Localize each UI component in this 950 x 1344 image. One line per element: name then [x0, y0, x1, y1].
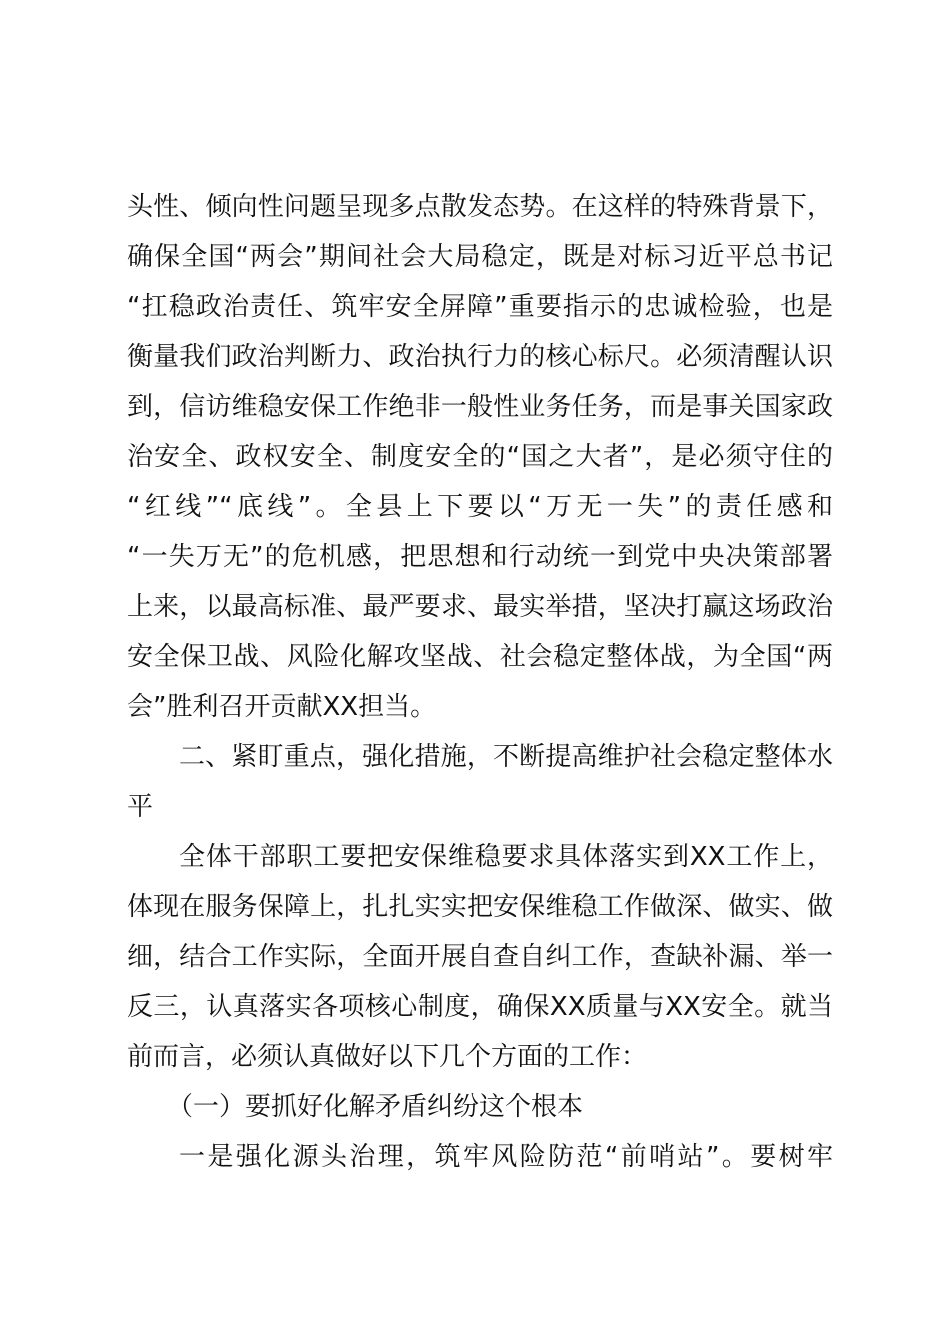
text-line: 治安全、政权安全、制度安全的“国之大者”，是必须守住的	[127, 442, 833, 472]
text-line: 反三，认真落实各项核心制度，确保XX质量与XX安全。就当	[127, 992, 833, 1022]
text-line: 衡量我们政治判断力、政治执行力的核心标尺。必须清醒认识	[127, 342, 833, 372]
text-line: 体现在服务保障上，扎扎实实把安保维稳工作做深、做实、做	[127, 892, 833, 922]
text-line: 头性、倾向性问题呈现多点散发态势。在这样的特殊背景下，	[127, 192, 833, 222]
text-line: 前而言，必须认真做好以下几个方面的工作：	[127, 1042, 648, 1072]
subheading-1	[127, 1082, 833, 1132]
paragraph-point-1	[127, 1132, 833, 1182]
text-line: 会”胜利召开贡献XX担当。	[127, 692, 437, 722]
text-line: 上来，以最高标准、最严要求、最实举措，坚决打赢这场政治	[127, 592, 833, 622]
text-line: “扛稳政治责任、筑牢安全屏障”重要指示的忠诚检验，也是	[127, 292, 833, 322]
text-line: 到，信访维稳安保工作绝非一般性业务任务，而是事关国家政	[127, 392, 833, 422]
text-line: 确保全国“两会”期间社会大局稳定，既是对标习近平总书记	[127, 242, 833, 272]
document-page	[127, 182, 833, 1182]
text-line: 安全保卫战、风险化解攻坚战、社会稳定整体战，为全国“两	[127, 642, 833, 672]
heading-line: 平	[127, 792, 154, 822]
section-heading-2	[127, 732, 833, 832]
heading-line: 二、紧盯重点，强化措施，不断提高维护社会稳定整体水	[179, 742, 833, 772]
text-line: “一失万无”的危机感，把思想和行动统一到党中央决策部署	[127, 542, 833, 572]
paragraph-requirements	[127, 832, 833, 1082]
text-line: “红线”“底线”。全县上下要以“万无一失”的责任感和	[127, 492, 833, 522]
paragraph-background	[127, 182, 833, 732]
text-line: 全体干部职工要把安保维稳要求具体落实到XX工作上，	[179, 842, 833, 872]
text-line: 细，结合工作实际，全面开展自查自纠工作，查缺补漏、举一	[127, 942, 833, 972]
text-line: 一是强化源头治理，筑牢风险防范“前哨站”。要树牢	[179, 1142, 833, 1172]
subheading-line: （一）要抓好化解矛盾纠纷这个根本	[167, 1092, 584, 1122]
